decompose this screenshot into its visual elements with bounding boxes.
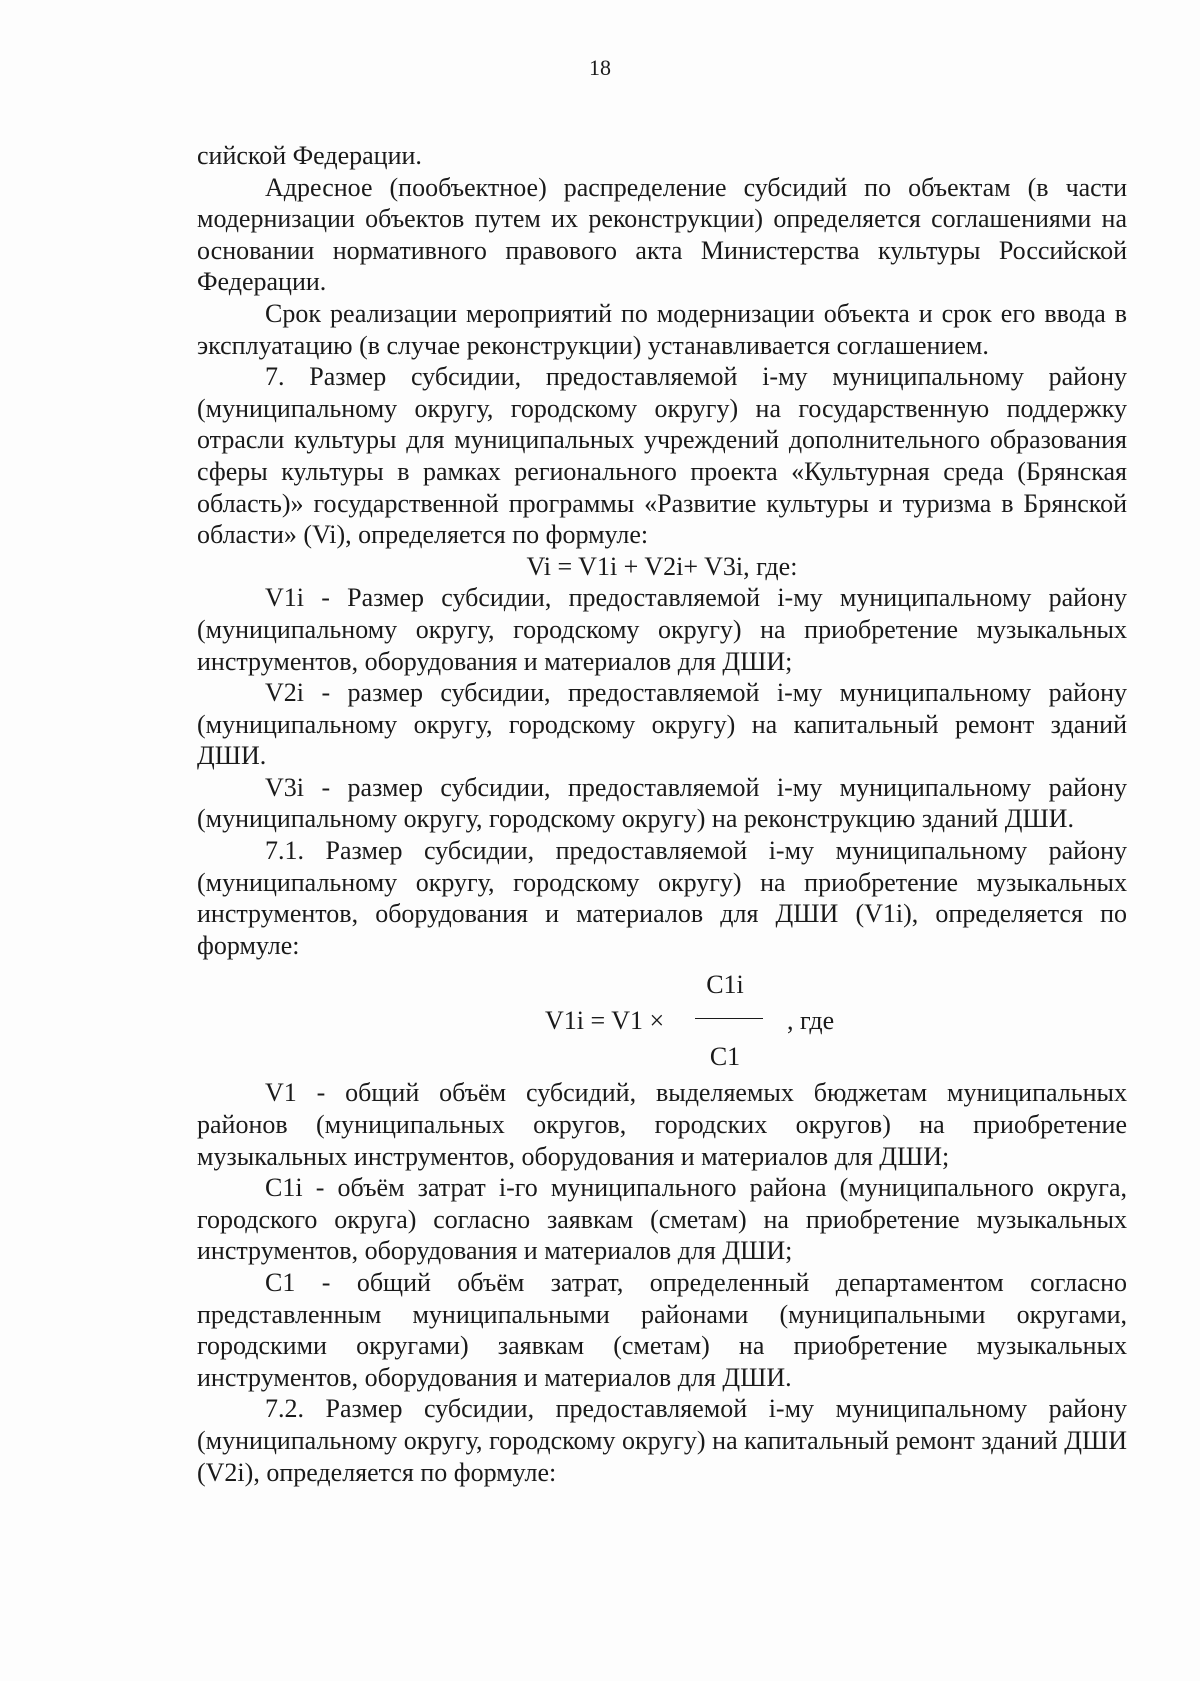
formula-v1i-denominator: C1 bbox=[709, 1042, 741, 1072]
fraction-bar bbox=[695, 1018, 763, 1019]
formula-v1i bbox=[197, 965, 1127, 1075]
paragraph-section-7-2: 7.2. Размер субсидии, предоставляемой i-му муниципальному району (муниципальному округу, городскому округу) на капитальный ремонт зданий ДШИ (V2i), определяется по формуле: bbox=[197, 1394, 1127, 1487]
formula-v1i-right: , где bbox=[787, 1006, 835, 1036]
formula-vi: Vi = V1i + V2i+ V3i, где: bbox=[526, 551, 798, 581]
paragraph-v2i-definition: V2i - размер субсидии, предоставляемой i-му муниципальному району (муниципальному округу, городскому округу) на капитальный ремонт зданий ДШИ. bbox=[197, 678, 1127, 771]
paragraph-c1-definition: C1 - общий объём затрат, определенный департаментом согласно представленным муниципальными районами (муниципальными округами, городскими округами) заявкам (сметам) на приобретение музыкальных инструментов, оборудования и материалов для ДШИ. bbox=[197, 1268, 1127, 1392]
paragraph-v1-definition: V1 - общий объём субсидий, выделяемых бюджетам муниципальных районов (муниципальных округов, городских округов) на приобретение музыкальных инструментов, оборудования и материалов для ДШИ; bbox=[197, 1078, 1127, 1171]
paragraph-section-7-1: 7.1. Размер субсидии, предоставляемой i-му муниципальному району (муниципальному округу, городскому округу) на приобретение музыкальных инструментов, оборудования и материалов для ДШИ (V1i), определяется по формуле: bbox=[197, 836, 1127, 960]
paragraph-implementation-term: Срок реализации мероприятий по модернизации объекта и срок его ввода в эксплуатацию (в случае реконструкции) устанавливается соглашением. bbox=[197, 298, 1127, 360]
paragraph-v1i-definition: V1i - Размер субсидии, предоставляемой i-му муниципальному району (муниципальному округу, городскому округу) на приобретение музыкальных инструментов, оборудования и материалов для ДШИ; bbox=[197, 583, 1127, 676]
paragraph-address-distribution: Адресное (пообъектное) распределение субсидий по объектам (в части модернизации объектов путем их реконструкции) определяется соглашениями на основании нормативного правового акта Министерства культуры Российской Федерации. bbox=[197, 172, 1127, 297]
document-body bbox=[197, 140, 1127, 1488]
paragraph-continuation: сийской Федерации. bbox=[197, 141, 422, 170]
paragraph-section-7: 7. Размер субсидии, предоставляемой i-му муниципальному району (муниципальному округу, городскому округу) на государственную поддержку отрасли культуры для муниципальных учреждений дополнительного образования сферы культуры в рамках регионального проекта «Культурная среда (Брянская область)» государственной программы «Развитие культуры и туризма в Брянской области» (Vi), определяется по формуле: bbox=[197, 362, 1127, 550]
page-number: 18 bbox=[589, 55, 611, 80]
formula-v1i-left: V1i = V1 × bbox=[545, 1006, 665, 1036]
formula-v1i-numerator: C1i bbox=[706, 970, 744, 1000]
paragraph-c1i-definition: C1i - объём затрат i-го муниципального района (муниципального округа, городского округа) согласно заявкам (сметам) на приобретение музыкальных инструментов, оборудования и материалов для ДШИ; bbox=[197, 1173, 1127, 1266]
paragraph-v3i-definition: V3i - размер субсидии, предоставляемой i-му муниципальному району (муниципальному округу, городскому округу) на реконструкцию зданий ДШИ. bbox=[197, 772, 1127, 834]
